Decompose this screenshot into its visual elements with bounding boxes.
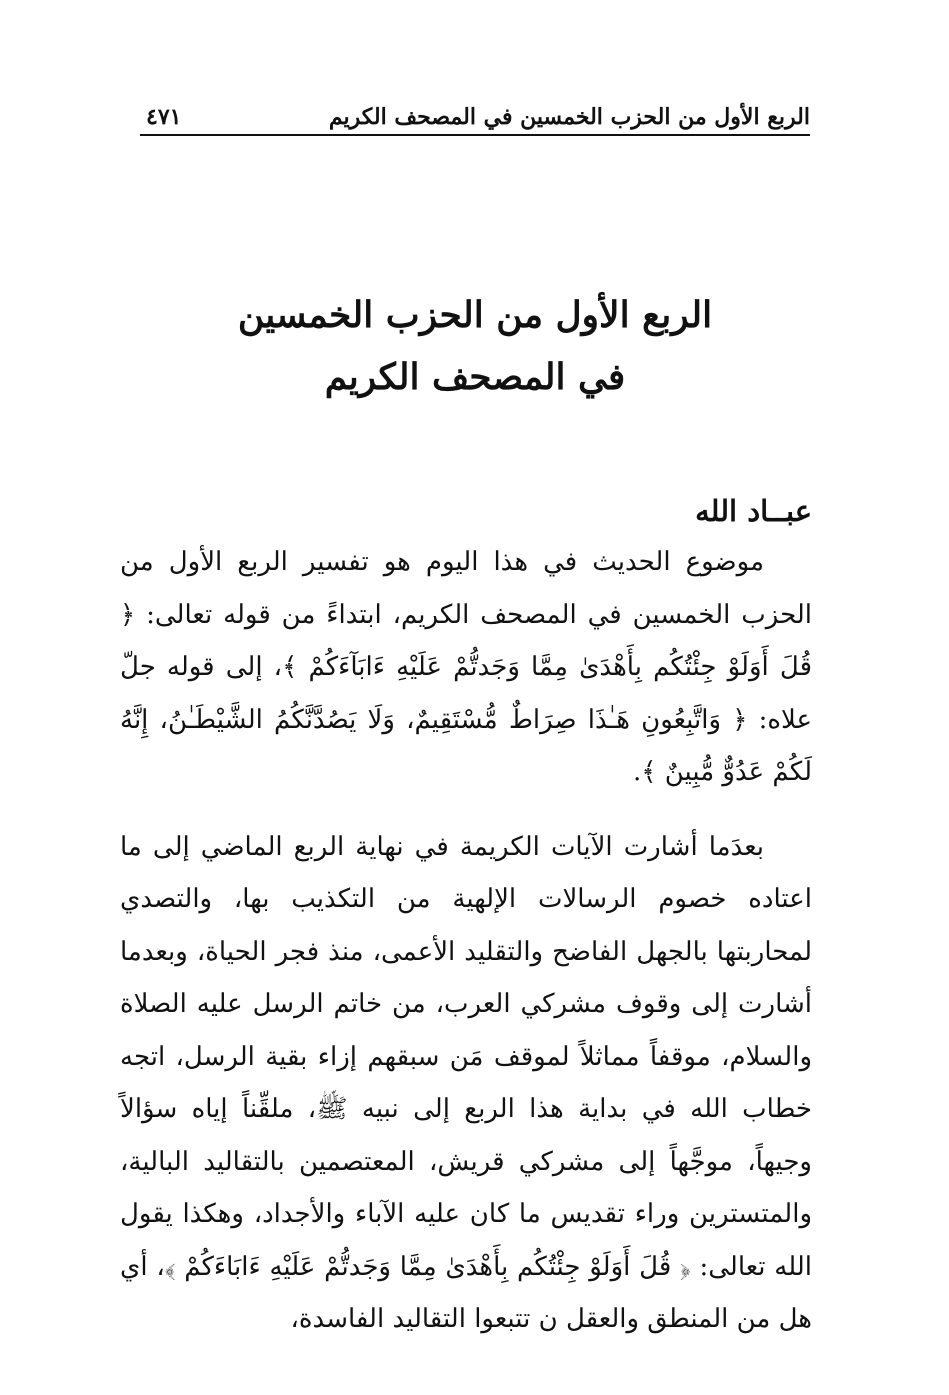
running-title: الربع الأول من الحزب الخمسين في المصحف الكريم (328, 104, 810, 130)
paragraph-2: بعدَما أشارت الآيات الكريمة في نهاية الربع الماضي إلى ما اعتاده خصوم الرسالات الإلهية من التكذيب بها، والتصدي لمحاربتها بالجهل الفاضح والتقليد الأعمى، منذ فجر الحياة، وبعدما أشارت إلى وقوف مشركي العرب، من خاتم الرسل عليه الصلاة والسلام، موقفاً مماثلاً لموقف مَن سبقهم إزاء بقية الرسل، اتجه خطاب الله في بداية هذا الربع إلى نبيه ﷺ، ملقِّناً إياه سؤالاً وجيهاً، موجَّهاً إلى مشركي قريش، المعتصمين بالتقاليد البالية، والمتسترين وراء تقديس ما كان عليه الآباء والأجداد، وهكذا يقول الله تعالى: ﴿ قُلَ أَوَلَوْ جِئْتُكُم بِأَهْدَىٰ مِمَّا وَجَدتُّمْ عَلَيْهِ ءَابَاءَكُمْ ﴾، أي هل من المنطق والعقل ن تتبعوا التقاليد الفاسدة، (120, 831, 812, 1334)
paragraph-1: موضوع الحديث في هذا اليوم هو تفسير الربع الأول من الحزب الخمسين في المصحف الكريم، ابتداءً من قوله تعالى: ﴿ قُلَ أَوَلَوْ جِئْتُكُم بِأَهْدَىٰ مِمَّا وَجَدتُّمْ عَلَيْهِ ءَابَآءَكُمْ ﴾، إلى قوله جلّ علاه: ﴿ وَاتَّبِعُونِ هَـٰذَا صِرَاطٌ مُّسْتَقِيمٌ، وَلَا يَصُدَّنَّكُمُ الشَّيْطَـٰنُ، إِنَّهُ لَكُمْ عَدُوٌّ مُّبِينٌ ﴾. (120, 547, 812, 787)
body-text (120, 486, 812, 1346)
page-number: ٤٧١ (146, 104, 182, 130)
section-heading: عبــاد الله (695, 494, 812, 528)
running-header (140, 96, 810, 136)
chapter-title-line-2: في المصحف الكريم (324, 356, 626, 398)
chapter-title (140, 284, 810, 408)
chapter-title-line-1: الربع الأول من الحزب الخمسين (237, 294, 713, 336)
